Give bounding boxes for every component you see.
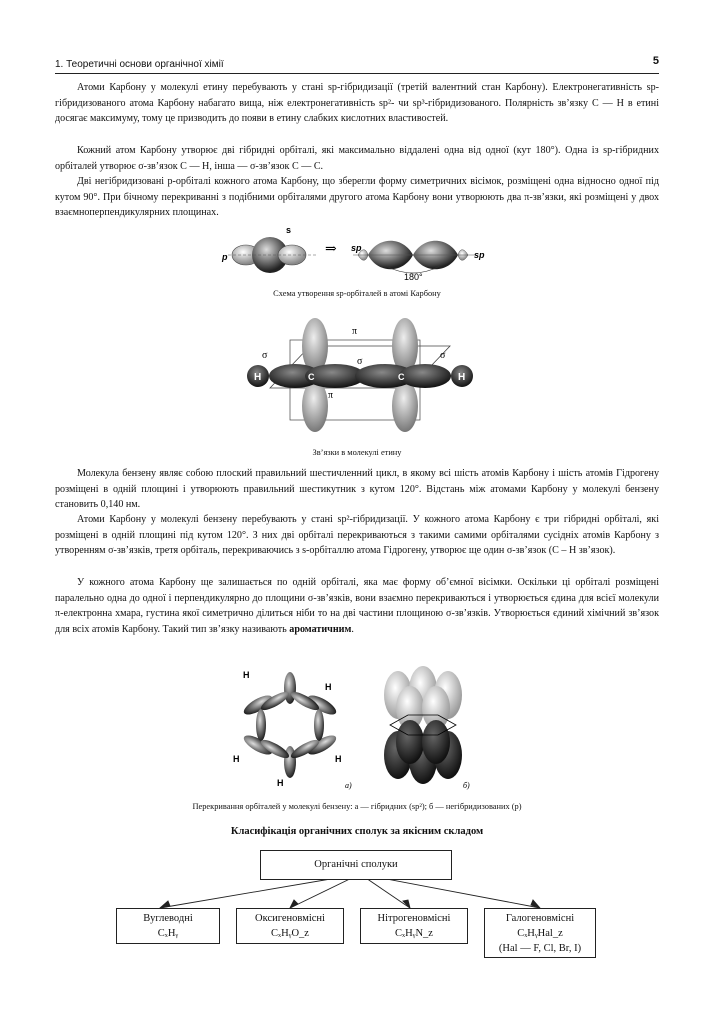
page-number: 5: [652, 55, 659, 67]
paragraph-ethyne-hybridization: Атоми Карбону у молекулі етину перебувають у стані sp-гібридизації (третій валентний стан Карбону). Електронегативність sp-гібридизованого атома Карбону набагато вища, ніж електронегативність sp²- чи sp³-гібридизованого. Полярність зв’язку С — Н в етині досягає максимуму, тому це призводить до появи в етину слабких кислотних властивостей.: [55, 82, 659, 125]
carbon-right-label: C: [398, 372, 405, 382]
running-header: [55, 57, 659, 74]
hydrogen-label-bl: H: [233, 754, 240, 764]
hydrogen-label-br: H: [335, 754, 342, 764]
angle-label: 180°: [404, 272, 423, 282]
p-label: p: [222, 252, 228, 262]
hydrogen-label-tr: H: [325, 682, 332, 692]
ethyne-bonds-figure: [240, 308, 480, 438]
sigma-label-left: σ: [262, 350, 268, 361]
figure3-caption: Перекривання орбіталей у молекулі бензену: а — гібридних (sp²); б — негібридизованих (p): [192, 802, 522, 811]
section-title: 1. Теоретичні основи органічної хімії: [55, 59, 224, 70]
figure3-part-b-label: б): [463, 781, 470, 790]
node-halogen-formula: CₓHᵧHal_z: [517, 928, 563, 939]
s-label: s: [286, 225, 292, 235]
carbon-left-label: C: [308, 372, 315, 382]
sp-right-label: sp: [474, 250, 485, 260]
node-oxygen-formula: CₓHᵧO_z: [271, 928, 309, 939]
transform-arrow-icon: ⇒: [325, 242, 337, 257]
figure2-caption: Зв’язки в молекулі етину: [312, 448, 402, 457]
aromatic-term: ароматичним: [289, 624, 352, 636]
paragraph-benzene-hybridization: Атоми Карбону у молекулі бензену перебувають у стані sp²-гібридизації. У кожного атома Карбону є три гібридні орбіталі, які розміщені в одній площині під кутом 120°. З них дві орбіталі перекриваються з такими самими орбіталями сусідніх атомів Карбону з утворенням σ-зв’язків, третя орбіталь, перекриваючись з s-орбіталлю атома Гідрогену, утворює ще один σ-зв’язок (С – Н зв’язок).: [55, 514, 659, 557]
pi-label-bottom: π: [328, 390, 334, 401]
paragraph-ethyne-orbitals: Кожний атом Карбону утворює дві гібридні орбіталі, які максимально віддалені одна від одної (кут 180°). Одна із sp-гібридних орбіталей утворює σ-зв’язок С — Н, інша — σ-зв’язок С — С.: [55, 145, 659, 172]
paragraph-ethyne-pi-bonds: Дві негібридизовані p-орбіталі кожного атома Карбону, що зберегли форму симетричних вісімок, розміщені одна відносно одної під кутом 90°. При бічному перекриванні з подібними орбіталями другого атома Карбону вони утворюють два π-зв’язки, які розміщені у двох взаємноперпендикулярних площинах.: [55, 176, 659, 219]
hydrogen-left-label: H: [254, 372, 262, 383]
sigma-label-right: σ: [440, 350, 446, 361]
sp-left-label: sp: [351, 243, 362, 253]
paragraph-benzene-structure: Молекула бензену являє собою плоский правильний шестичленний цикл, в якому всі шість атомів Карбону і шість атомів Гідрогену розміщені в одній площині і утворюють правильний шестикутник з кутом 120°. Відстань між атомами Карбону у молекулі бензену становить 0,140 нм.: [55, 468, 659, 511]
figure3-part-a-label: а): [345, 781, 352, 790]
figure1-caption: Схема утворення sp-орбіталей в атомі Карбону: [273, 289, 441, 298]
node-halogen-containing: [484, 908, 596, 958]
hydrogen-label-b: H: [277, 778, 284, 788]
node-oxygen-containing: [236, 908, 344, 944]
node-nitrogen-name: Нітрогеновмісні: [377, 913, 451, 924]
sp-orbital-scheme-figure: [218, 222, 498, 284]
root-node-organic-compounds: Органічні сполуки: [260, 850, 452, 880]
node-nitrogen-containing: [360, 908, 468, 944]
paragraph-benzene-aromatic: У кожного атома Карбону ще залишається по одній орбіталі, яка має форму об’ємної вісімки. Оскільки ці орбіталі розміщені паралельно одна до одної і перпендикулярно до площини σ-зв’язків, вони взаємно перекриваються і утворюється єдина для всієї молекули π-електронна хмара, густина якої симетрично ділиться ніби то на дві частини площиною σ-зв’язків. Утворюється єдиний хімічний зв’язок для всіх атомів Карбону. Такий тип зв’язку називають ароматичним.: [55, 577, 659, 636]
node-nitrogen-formula: CₓHᵧN_z: [395, 928, 433, 939]
node-hydrocarbons-name: Вуглеводні: [143, 913, 193, 924]
node-hydrocarbons: [116, 908, 220, 944]
node-halogen-note: (Hal — F, Cl, Br, I): [498, 943, 582, 954]
node-oxygen-name: Оксигеновмісні: [255, 913, 325, 924]
node-hydrocarbons-formula: CₓHᵧ: [157, 928, 179, 939]
hydrogen-right-label: H: [458, 372, 466, 383]
sigma-label-center: σ: [357, 356, 363, 367]
benzene-p-orbitals-figure: [368, 660, 478, 790]
node-halogen-name: Галогеновмісні: [505, 913, 575, 924]
classification-title: Класифікація органічних сполук за якісним складом: [230, 826, 484, 837]
hydrogen-label-tl: H: [243, 670, 250, 680]
pi-label-top: π: [352, 326, 358, 337]
benzene-sp2-orbitals-figure: [225, 660, 355, 790]
